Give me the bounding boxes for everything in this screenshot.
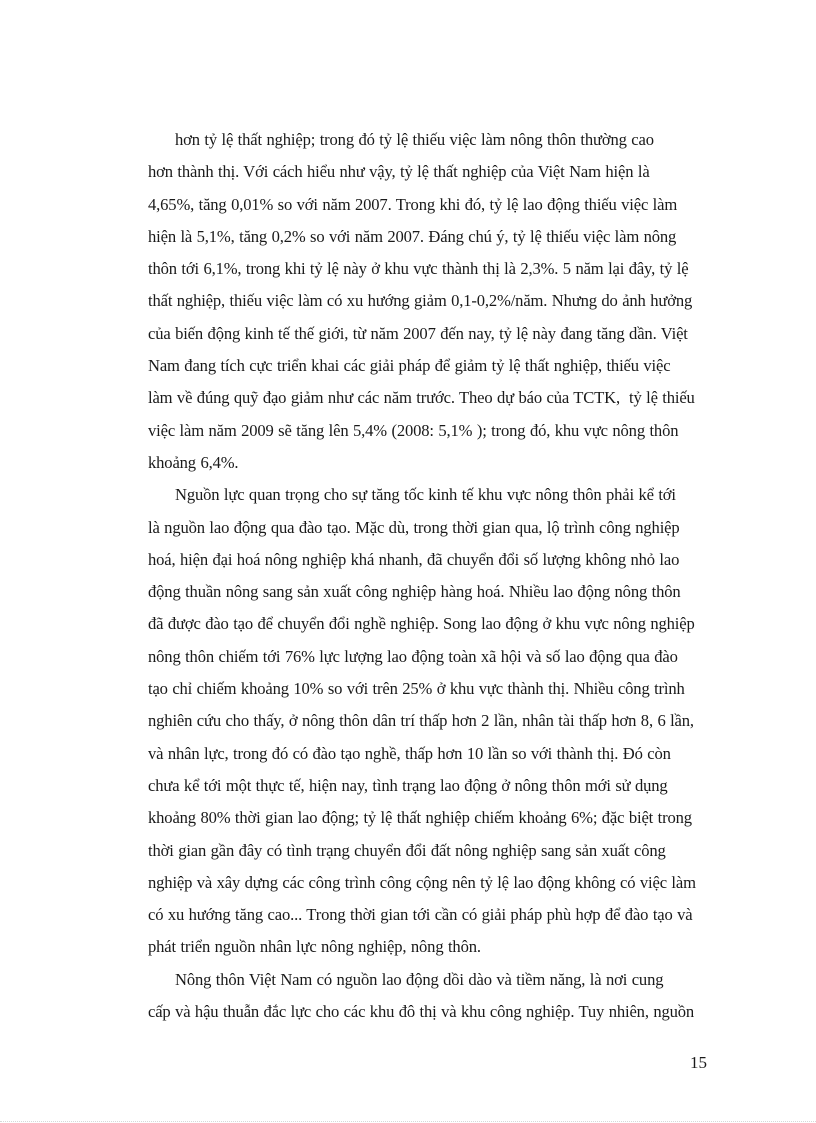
text-line: khoảng 80% thời gian lao động; tỷ lệ thất nghiệp chiếm khoảng 6%; đặc biệt trong [148,808,692,828]
text-line: thôn tới 6,1%, trong khi tỷ lệ này ở khu vực thành thị là 2,3%. 5 năm lại đây, tỷ lệ [148,259,689,279]
text-line: có xu hướng tăng cao... Trong thời gian tới cần có giải pháp phù hợp để đào tạo và [148,905,693,925]
text-line: động thuần nông sang sản xuất công nghiệp hàng hoá. Nhiều lao động nông thôn [148,582,681,602]
page-number: 15 [690,1053,707,1072]
text-line: việc làm năm 2009 sẽ tăng lên 5,4% (2008: 5,1% ); trong đó, khu vực nông thôn [148,420,679,440]
text-line: đã được đào tạo để chuyển đổi nghề nghiệp. Song lao động ở khu vực nông nghiệp [148,614,695,634]
text-line: thất nghiệp, thiếu việc làm có xu hướng giảm 0,1-0,2%/năm. Nhưng do ảnh hưởng [148,291,693,311]
body-text [148,124,694,1028]
text-line: làm về đúng quỹ đạo giảm như các năm trước. Theo dự báo của TCTK, tỷ lệ thiếu [148,388,695,408]
text-line: và nhân lực, trong đó có đào tạo nghề, thấp hơn 10 lần so với thành thị. Đó còn [148,743,671,763]
text-line: của biến động kinh tế thế giới, từ năm 2007 đến nay, tỷ lệ này đang tăng dần. Việt [148,323,688,343]
text-line: Nam đang tích cực triển khai các giải pháp để giảm tỷ lệ thất nghiệp, thiếu việc [148,356,671,376]
text-line: hiện là 5,1%, tăng 0,2% so với năm 2007. Đáng chú ý, tỷ lệ thiếu việc làm nông [148,226,677,246]
text-line: Nguồn lực quan trọng cho sự tăng tốc kinh tế khu vực nông thôn phải kể tới [148,485,676,505]
paragraph-2 [148,479,694,963]
text-line: hơn tỷ lệ thất nghiệp; trong đó tỷ lệ thiếu việc làm nông thôn thường cao [148,130,654,149]
text-line: hơn thành thị. Với cách hiểu như vậy, tỷ lệ thất nghiệp của Việt Nam hiện là [148,162,650,182]
paragraph-3 [148,964,694,1029]
page-bottom-divider [0,1121,816,1122]
text-line: Nông thôn Việt Nam có nguồn lao động dồi dào và tiềm năng, là nơi cung [148,969,664,989]
text-line: hoá, hiện đại hoá nông nghiệp khá nhanh, đã chuyển đổi số lượng không nhỏ lao [148,549,680,569]
text-line: là nguồn lao động qua đào tạo. Mặc dù, trong thời gian qua, lộ trình công nghiệp [148,517,680,537]
text-line: 4,65%, tăng 0,01% so với năm 2007. Trong khi đó, tỷ lệ lao động thiếu việc làm [148,194,678,214]
text-line: nghiên cứu cho thấy, ở nông thôn dân trí thấp hơn 2 lần, nhân tài thấp hơn 8, 6 lần, [148,711,694,731]
text-line: chưa kể tới một thực tế, hiện nay, tình trạng lao động ở nông thôn mới sử dụng [148,775,668,795]
paragraph-1 [148,124,694,479]
text-line: thời gian gần đây có tình trạng chuyển đổi đất nông nghiệp sang sản xuất công [148,840,666,860]
text-line: khoảng 6,4%. [148,452,239,472]
text-line: phát triển nguồn nhân lực nông nghiệp, nông thôn. [148,937,481,957]
text-line: nông thôn chiếm tới 76% lực lượng lao động toàn xã hội và số lao động qua đào [148,646,678,666]
text-line: nghiệp và xây dựng các công trình công cộng nên tỷ lệ lao động không có việc làm [148,872,696,892]
text-line: tạo chỉ chiếm khoảng 10% so với trên 25% ở khu vực thành thị. Nhiều công trình [148,679,685,699]
text-line: cấp và hậu thuẫn đắc lực cho các khu đô thị và khu công nghiệp. Tuy nhiên, nguồn [148,1002,695,1022]
